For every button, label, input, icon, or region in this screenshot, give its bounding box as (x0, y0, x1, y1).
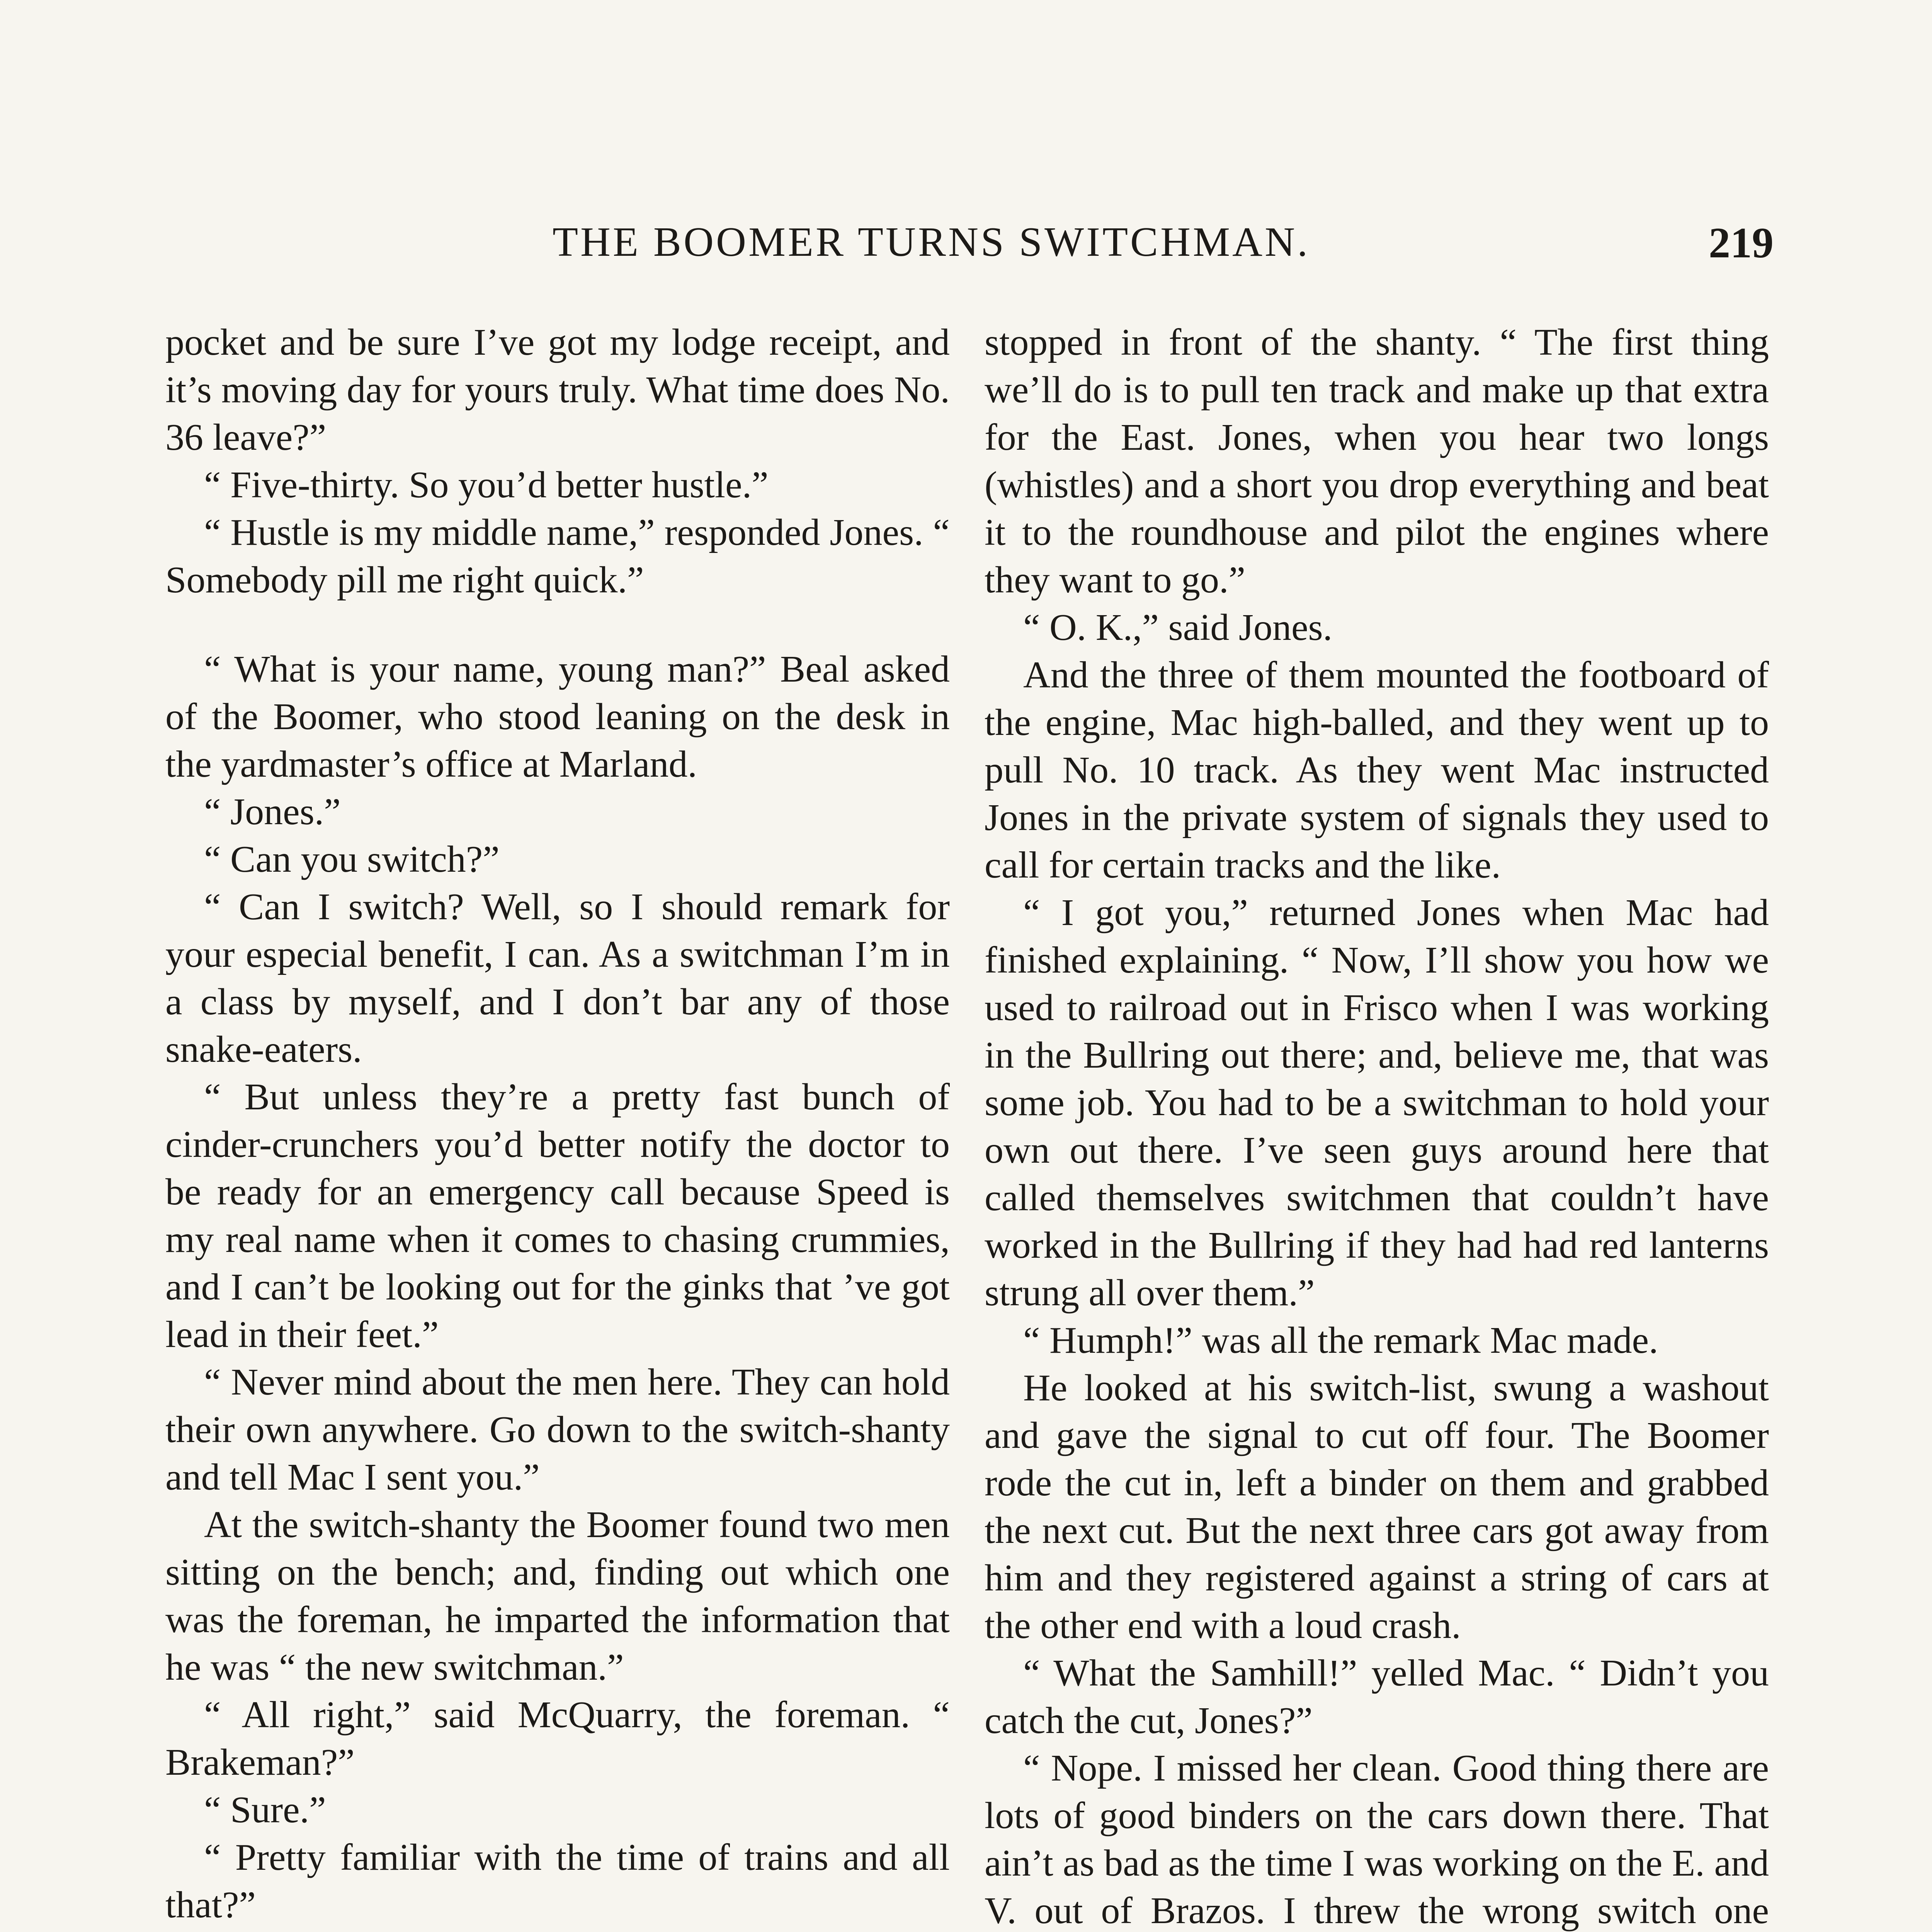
right-column (985, 319, 1769, 1932)
page-header (158, 218, 1774, 272)
paragraph: “ Can you switch?” (204, 838, 500, 880)
paragraph: “ What is your name, young man?” Beal asked of the Boomer, who stood leaning on the desk in the yardmaster’s office at Marland. (165, 648, 950, 785)
paragraph: “ O. K.,” said Jones. (1023, 607, 1333, 648)
paragraph: “ Never mind about the men here. They can hold their own anywhere. Go down to the switch-shanty and tell Mac I sent you.” (165, 1361, 950, 1498)
paragraph: “ Nope. I missed her clean. Good thing there are lots of good binders on the cars down there. That ain’t as bad as the time I was working on the E. and V. out of Brazos. I threw the wrong switch one (985, 1747, 1769, 1932)
running-title: THE BOOMER TURNS SWITCHMAN. (553, 219, 1310, 265)
paragraph: “ Humph!” was all the remark Mac made. (1023, 1320, 1658, 1361)
paragraph: “ Five-thirty. So you’d better hustle.” (204, 464, 769, 506)
paragraph: “ Jones.” (204, 791, 341, 833)
paragraph: “ Sure.” (204, 1789, 326, 1831)
paragraph: “ Can I switch? Well, so I should remark for your especial benefit, I can. As a switchman I’m in a class by myself, and I don’t bar any of those snake-eaters. (165, 886, 950, 1070)
left-column (165, 319, 950, 1932)
paragraph: “ Hustle is my middle name,” responded Jones. “ Somebody pill me right quick.” (165, 512, 950, 601)
paragraph: “ All right,” said McQuarry, the foreman. “ Brakeman?” (165, 1694, 950, 1783)
paragraph: “ Pretty familiar with the time of trains and all that?” (165, 1837, 950, 1926)
paragraph: And the three of them mounted the footboard of the engine, Mac high-balled, and they went up to pull No. 10 track. As they went Mac instructed Jones in the private system of signals they used to call for certain tracks and the like. (985, 654, 1769, 886)
paragraph: stopped in front of the shanty. “ The first thing we’ll do is to pull ten track and make up that extra for the East. Jones, when you hear two longs (whistles) and a short you drop everything and beat it to the roundhouse and pilot the engines where they want to go.” (985, 321, 1769, 601)
paragraph: At the switch-shanty the Boomer found two men sitting on the bench; and, finding out which one was the foreman, he imparted the information that he was “ the new switchman.” (165, 1504, 950, 1688)
paragraph: He looked at his switch-list, swung a washout and gave the signal to cut off four. The Boomer rode the cut in, left a binder on them and grabbed the next cut. But the next three cars got away from him and they registered against a string of cars at the other end with a loud crash. (985, 1367, 1769, 1646)
paragraph (165, 1929, 950, 1932)
paragraph: “ I got you,” returned Jones when Mac had finished explaining. “ Now, I’ll show you how we used to railroad out in Frisco when I was working in the Bullring out there; and, believe me, that was some job. You had to be a switchman to hold your own out there. I’ve seen guys around here that called themselves switchmen that couldn’t have worked in the Bullring if they had had red lanterns strung all over them.” (985, 892, 1769, 1314)
paragraph: pocket and be sure I’ve got my lodge receipt, and it’s moving day for yours truly. What time does No. 36 leave?” (165, 321, 950, 458)
paragraph: “ But unless they’re a pretty fast bunch of cinder-crunchers you’d better notify the doctor to be ready for an emergency call because Speed is my real name when it comes to chasing crummies, and I can’t be looking out for the ginks that ’ve got lead in their feet.” (165, 1076, 950, 1355)
page-number: 219 (1709, 219, 1774, 267)
paragraph: “ What the Samhill!” yelled Mac. “ Didn’t you catch the cut, Jones?” (985, 1652, 1769, 1742)
